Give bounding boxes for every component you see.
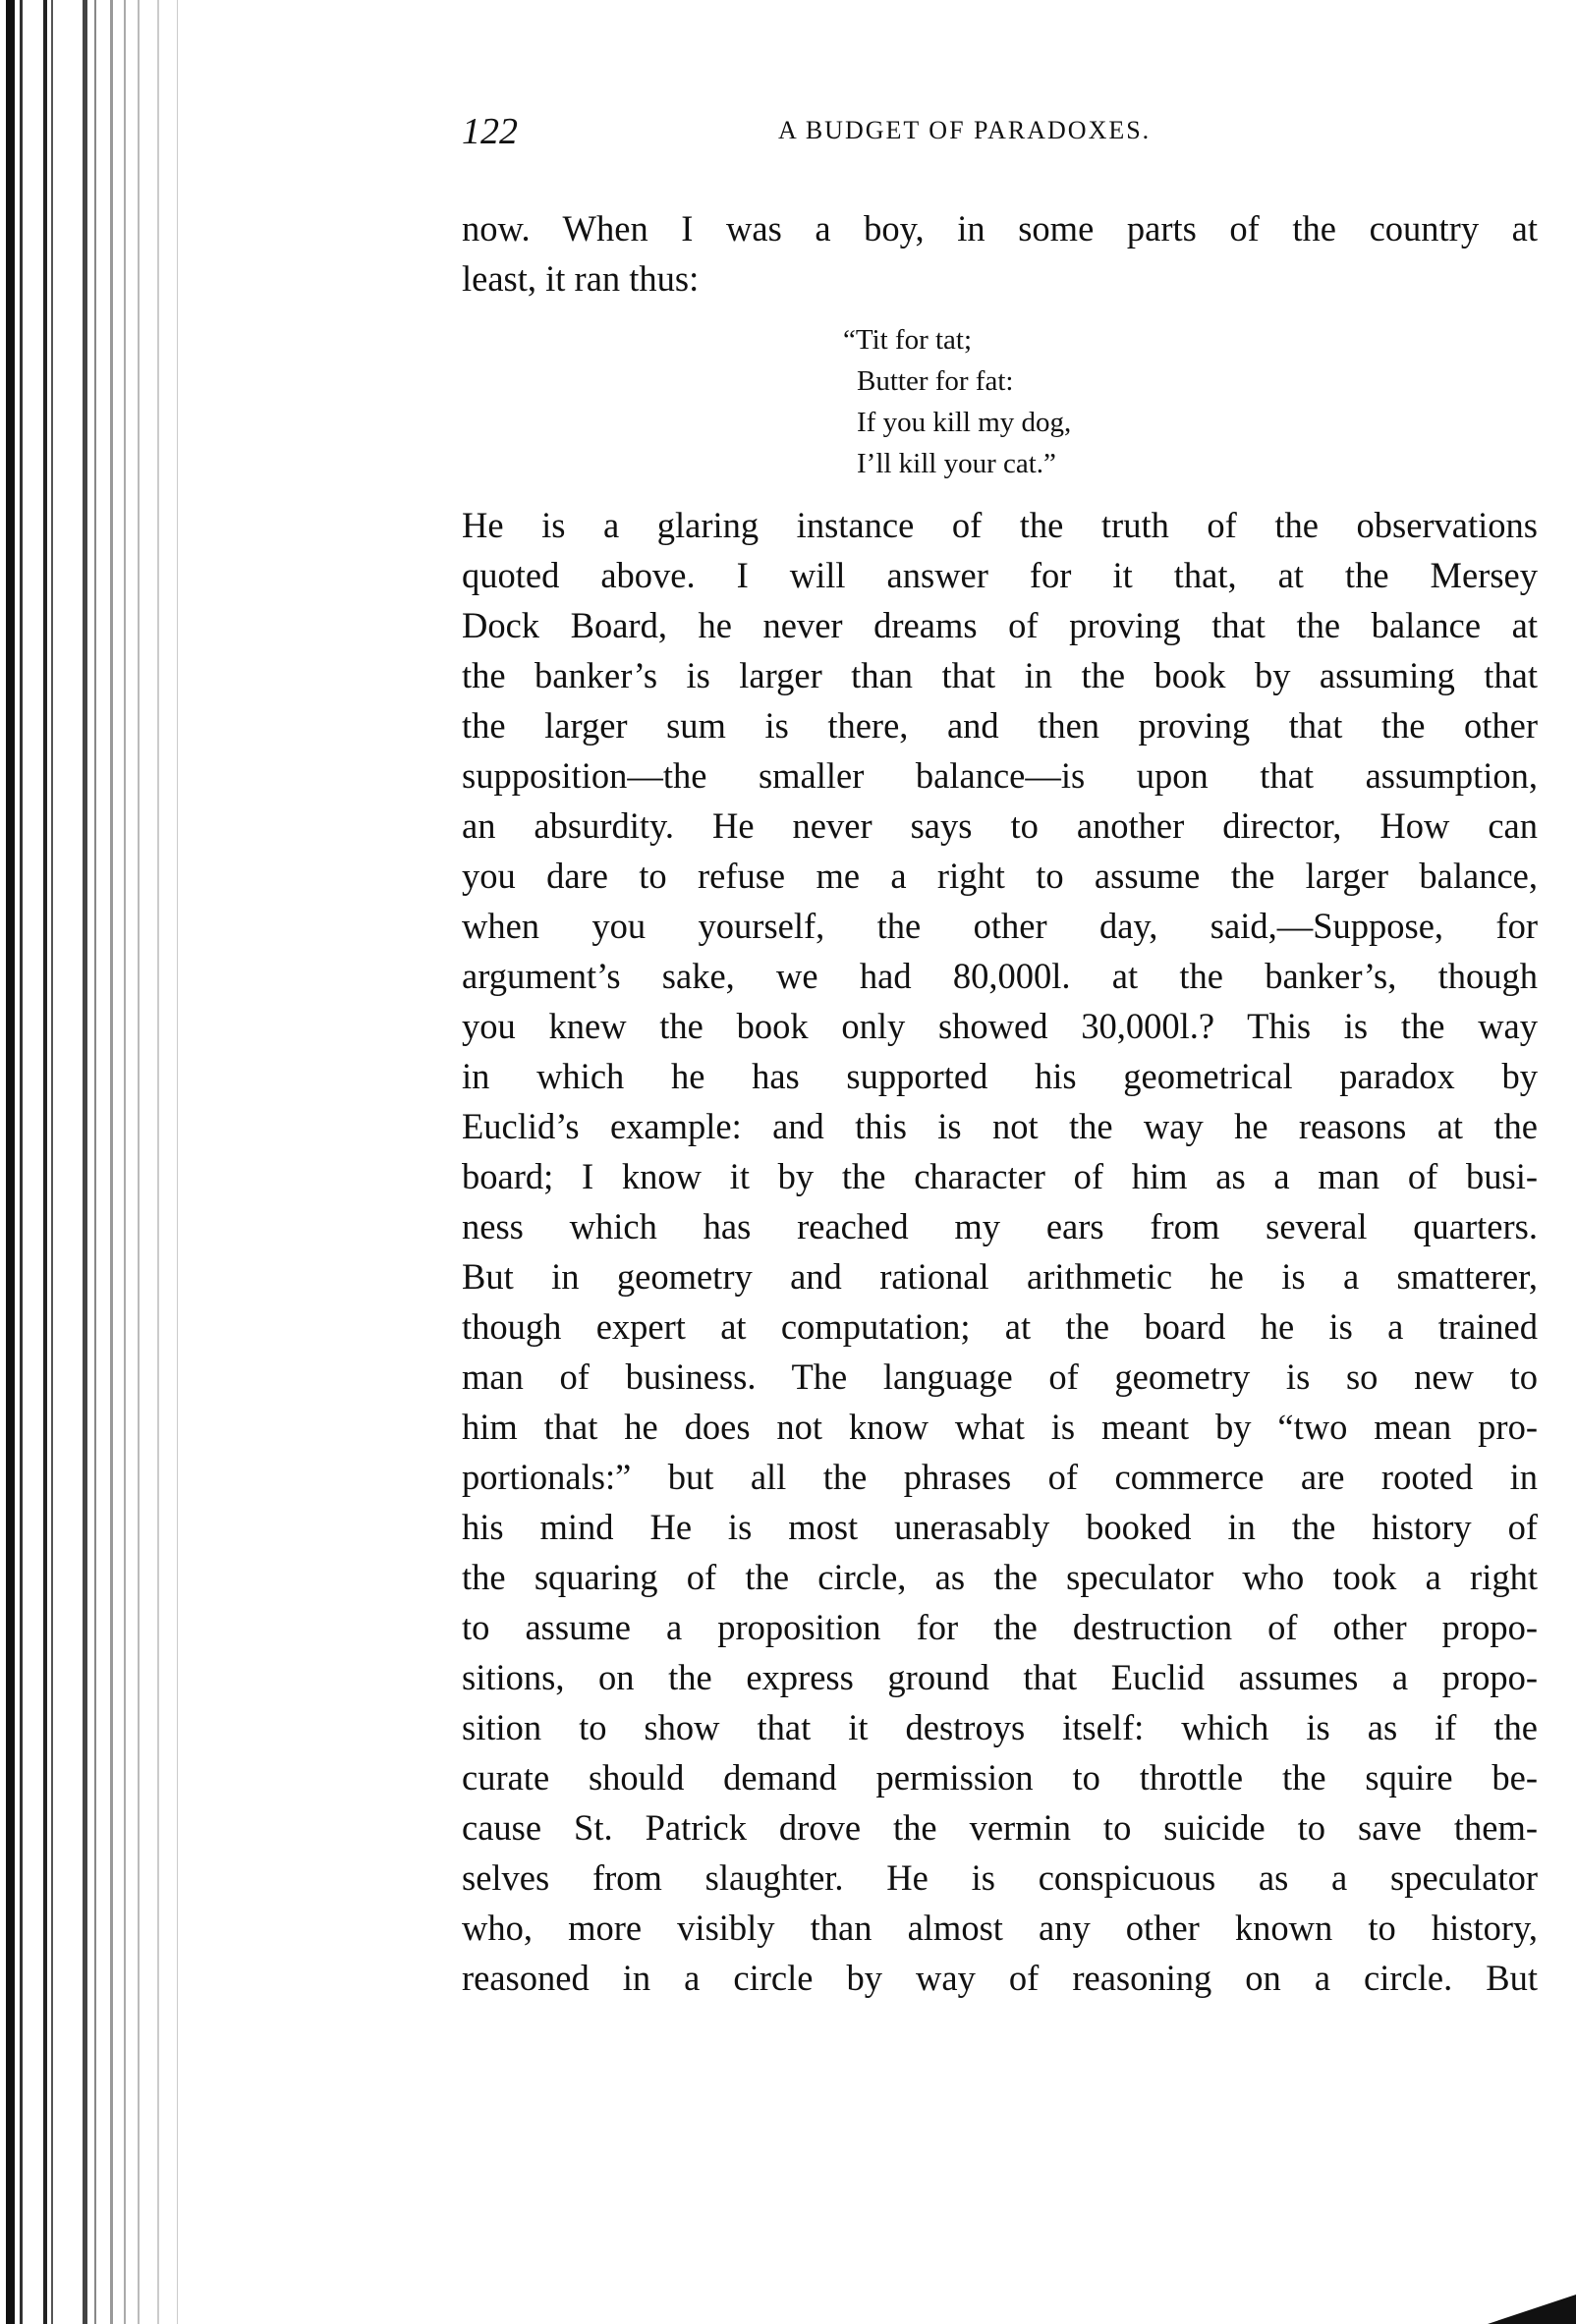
text-line: quoted above. I will answer for it that, at the Mersey (462, 555, 1538, 595)
verse-line: Butter for fat: (857, 365, 1014, 397)
text-line: selves from slaughter. He is conspicuous as a speculator (462, 1857, 1538, 1898)
text-line: an absurdity. He never says to another director, How can (462, 805, 1538, 846)
verse-line: “Tit for tat; (843, 324, 973, 356)
text-line: curate should demand permission to throttle the squire be- (462, 1757, 1538, 1798)
page-header (462, 110, 1538, 159)
body-paragraph (462, 500, 1538, 2003)
text-line: least, it ran thus: (462, 258, 700, 299)
text-line: him that he does not know what is meant by “two mean pro- (462, 1407, 1538, 1447)
text-line: now. When I was a boy, in some parts of the country at (462, 208, 1538, 249)
text-line: the squaring of the circle, as the speculator who took a right (462, 1557, 1538, 1597)
text-line: who, more visibly than almost any other known to history, (462, 1908, 1538, 1948)
text-line: board; I know it by the character of him as a man of busi- (462, 1156, 1538, 1196)
verse-line: If you kill my dog, (857, 407, 1072, 438)
text-line: sition to show that it destroys itself: which is as if the (462, 1707, 1538, 1747)
text-line: argument’s sake, we had 80,000l. at the banker’s, though (462, 956, 1538, 996)
verse-quotation (843, 319, 1071, 484)
text-line: his mind He is most unerasably booked in the history of (462, 1507, 1538, 1547)
running-title: A BUDGET OF PARADOXES. (778, 116, 1152, 144)
scan-corner-shadow (1488, 2295, 1576, 2324)
text-line: though expert at computation; at the board he is a trained (462, 1306, 1538, 1347)
text-line: Euclid’s example: and this is not the way he reasons at the (462, 1106, 1538, 1146)
text-line: But in geometry and rational arithmetic he is a smatterer, (462, 1256, 1538, 1297)
text-line: when you yourself, the other day, said,—Suppose, for (462, 906, 1538, 946)
text-line: ness which has reached my ears from several quarters. (462, 1206, 1538, 1246)
verse-line: I’ll kill your cat.” (857, 448, 1056, 479)
text-line: to assume a proposition for the destruction of other propo- (462, 1607, 1538, 1647)
text-line: cause St. Patrick drove the vermin to suicide to save them- (462, 1807, 1538, 1848)
text-line: sitions, on the express ground that Euclid assumes a propo- (462, 1657, 1538, 1697)
text-line: man of business. The language of geometry is so new to (462, 1356, 1538, 1397)
text-line: you knew the book only showed 30,000l.? This is the way (462, 1006, 1538, 1046)
intro-paragraph (462, 203, 1538, 304)
text-line: supposition—the smaller balance—is upon that assumption, (462, 755, 1538, 796)
text-line: portionals:” but all the phrases of commerce are rooted in (462, 1457, 1538, 1497)
page-number: 122 (462, 111, 518, 152)
book-spine-edge (0, 0, 197, 2324)
text-line: He is a glaring instance of the truth of the observations (462, 505, 1538, 545)
text-line: the banker’s is larger than that in the book by assuming that (462, 655, 1538, 695)
text-line: Dock Board, he never dreams of proving that the balance at (462, 605, 1538, 645)
text-line: reasoned in a circle by way of reasoning on a circle. But (462, 1958, 1538, 1998)
text-line: in which he has supported his geometrical paradox by (462, 1056, 1538, 1096)
text-line: the larger sum is there, and then proving that the other (462, 705, 1538, 746)
text-line: you dare to refuse me a right to assume the larger balance, (462, 856, 1538, 896)
